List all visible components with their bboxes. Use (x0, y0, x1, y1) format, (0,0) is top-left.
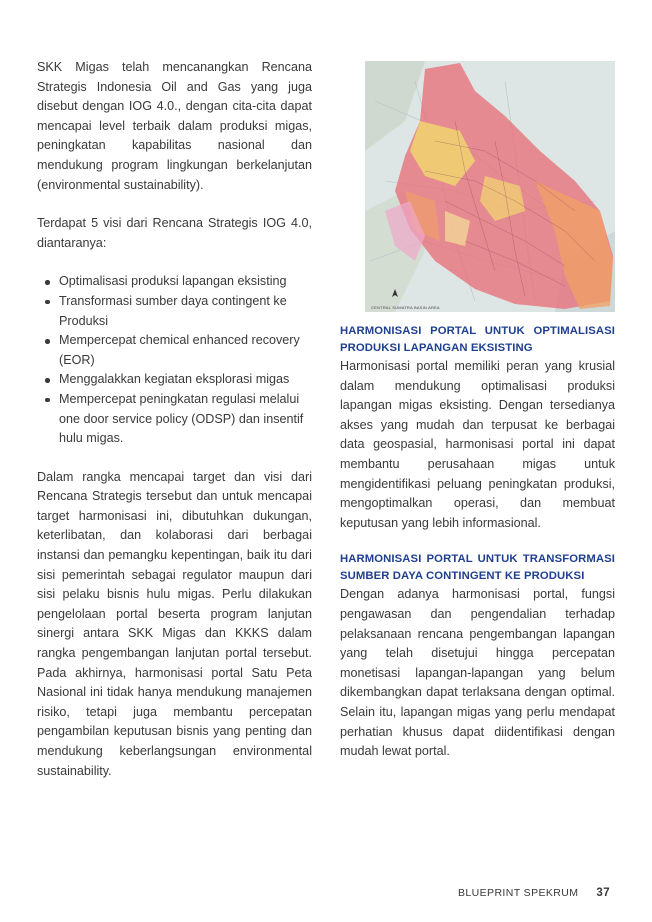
section-heading: HARMONISASI PORTAL UNTUK TRANSFORMASI SUMBER DAYA CONTINGENT KE PRODUKSI (340, 553, 615, 583)
map-caption: CENTRAL SUMATRA BASIN AREA (371, 305, 440, 310)
section-body: Dengan adanya harmonisasi portal, fungsi pengawasan dan pengendalian terhadap pelaksanaan rencana pengembangan lapangan yang telah disetujui hingga percepatan monetisasi lapangan-lapangan yang belum dikembangkan dapat terlaksana dengan optimal. Selain itu, lapangan migas yang perlu mendapat perhatian khusus dapat diidentifikasi dengan mudah lewat portal. (340, 587, 615, 759)
list-item: Menggalakkan kegiatan eksplorasi migas (59, 370, 312, 390)
list-item: Mempercepat chemical enhanced recovery (EOR) (59, 331, 312, 370)
page-footer (458, 887, 610, 899)
section-body: Harmonisasi portal memiliki peran yang krusial dalam mendukung optimalisasi produksi lapangan migas eksisting. Dengan tersedianya akses yang mudah dan terpusat ke berbagai data geospasial, harmonisasi portal ini dapat membantu perusahaan migas untuk mengidentifikasi peluang peningkatan produksi, mengoptimalkan operasi, dan membuat keputusan yang lebih informasional. (340, 359, 615, 530)
closing-paragraph: Dalam rangka mencapai target dan visi dari Rencana Strategis tersebut dan untuk mencapai target harmonisasi ini, dibutuhkan dukungan, keterlibatan, dan kolaborasi dari berbagai instansi dan pemangku kepentingan, baik itu dari sisi pemerintah sebagai regulator maupun dari sisi pelaku bisnis hulu migas. Perlu dilakukan pengelolaan portal beserta program lanjutan sinergi antara SKK Migas dan KKKS dalam rangka pengembangan lanjutan portal tersebut. Pada akhirnya, harmonisasi portal Satu Peta Nasional ini tidak hanya mendukung manajemen risiko, tetapi juga membantu percepatan pengambilan keputusan bisnis yang penting dan mendukung keberlangsungan environmental sustainability. (37, 469, 312, 778)
page-number: 37 (596, 887, 610, 899)
list-item: Optimalisasi produksi lapangan eksisting (59, 272, 312, 292)
visions-list (37, 272, 312, 448)
list-item: Transformasi sumber daya contingent ke Produksi (59, 292, 312, 331)
list-item: Mempercepat peningkatan regulasi melalui one door service policy (ODSP) dan insentif hulu migas. (59, 390, 312, 449)
left-column (37, 58, 312, 781)
section-heading: HARMONISASI PORTAL UNTUK OPTIMALISASI PRODUKSI LAPANGAN EKSISTING (340, 325, 615, 354)
map-graphic (365, 61, 615, 312)
right-column (340, 323, 615, 762)
basin-map-image (365, 61, 615, 312)
intro-paragraph: SKK Migas telah mencanangkan Rencana Strategis Indonesia Oil and Gas yang juga disebut dengan IOG 4.0., dengan cita-cita dapat mencapai level terbaik dalam produksi migas, peningkatan kapabilitas nasional dan mendukung program lingkungan berkelanjutan (environmental sustainability). (37, 60, 312, 192)
visions-intro: Terdapat 5 visi dari Rencana Strategis IOG 4.0, diantaranya: (37, 216, 312, 250)
footer-title: BLUEPRINT SPEKRUM (458, 887, 579, 899)
